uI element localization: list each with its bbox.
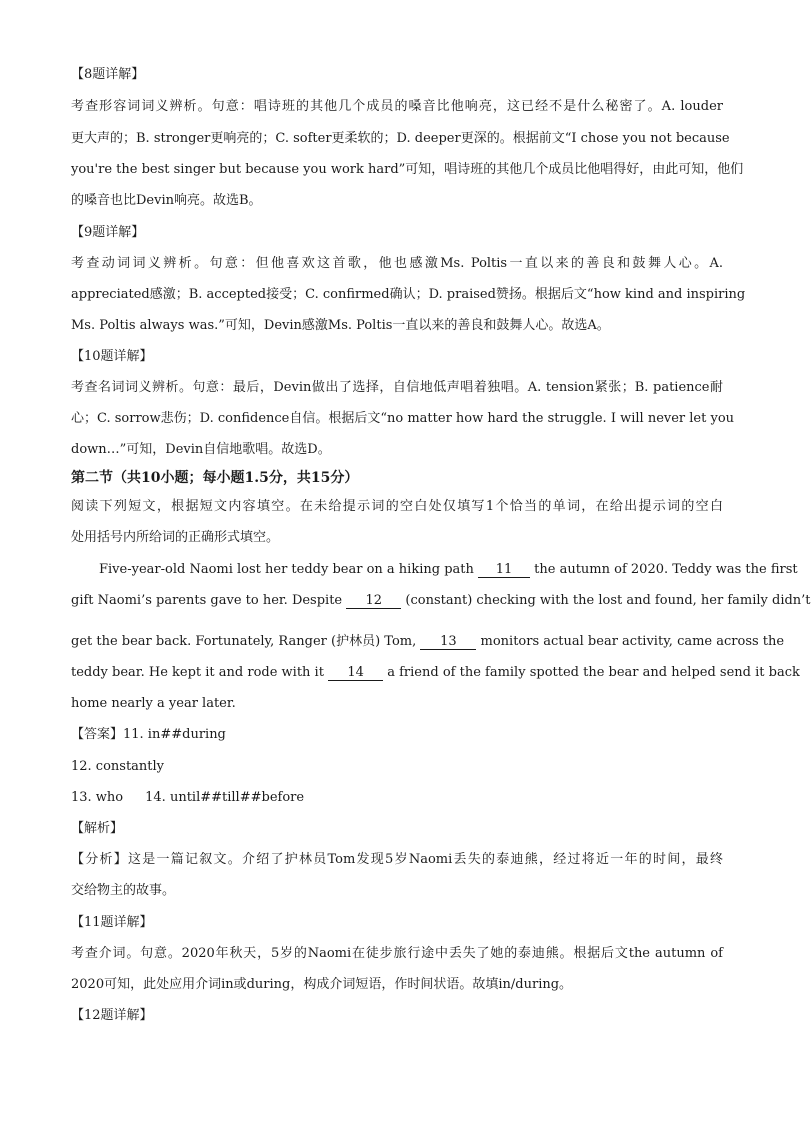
passage-line-1 (99, 561, 798, 579)
passage-line-5: home nearly a year later. (71, 696, 236, 711)
passage-text: a friend of the family spotted the bear and helped send it back (387, 665, 800, 680)
passage-line-2 (71, 592, 811, 610)
section-8-line-1: 考查形容词词义辨析。句意：唱诗班的其他几个成员的嗓音比他响亮，这已经不是什么秘密了。A. louder (71, 99, 723, 114)
section-8-line-3: you're the best singer but because you work hard”可知，唱诗班的其他几个成员比他唱得好，由此可知，他们 (71, 162, 744, 177)
section-9-line-1: 考查动词词义辨析。句意：但他喜欢这首歌，他也感激Ms. Poltis一直以来的善良和鼓舞人心。A. (71, 256, 723, 271)
section-10-heading: 【10题详解】 (71, 349, 153, 364)
answer-13: 13. who (71, 790, 124, 805)
blank-12[interactable]: 12 (346, 593, 401, 609)
section-8-line-2: 更大声的；B. stronger更响亮的；C. softer更柔软的；D. deeper更深的。根据前文“I chose you not because (71, 131, 730, 146)
passage-text: the autumn of 2020. Teddy was the first (534, 562, 798, 577)
passage-text: monitors actual bear activity, came across the (480, 634, 785, 649)
section-9-heading: 【9题详解】 (71, 225, 145, 240)
answer-14: 14. until##till##before (145, 790, 305, 805)
passage-text: Five-year-old Naomi lost her teddy bear on a hiking path (99, 562, 474, 577)
passage-text: , her family didn’t (692, 593, 811, 608)
section-10-line-3: down…”可知，Devin自信地歌唱。故选D。 (71, 442, 331, 457)
passage-line-3 (71, 633, 785, 651)
section-8-heading: 【8题详解】 (71, 67, 145, 82)
section-12-heading: 【12题详解】 (71, 1008, 153, 1023)
section-11-line-2: 2020可知，此处应用介词in或during，构成介词短语，作时间状语。故填in/during。 (71, 977, 573, 992)
blank-13[interactable]: 13 (420, 634, 476, 650)
section-11-line-1: 考查介词。句意。2020年秋天，5岁的Naomi在徒步旅行途中丢失了她的泰迪熊。根据后文the autumn of (71, 946, 723, 961)
section-11-heading: 【11题详解】 (71, 915, 153, 930)
section-10-line-2: 心；C. sorrow悲伤；D. confidence自信。根据后文“no matter how hard the struggle. I will never let you (71, 411, 735, 426)
analysis-line-2: 交给物主的故事。 (71, 883, 176, 898)
passage-text: (constant) checking with the lost and found (405, 593, 693, 608)
passage-line-4 (71, 664, 800, 682)
section-10-line-1: 考查名词词义辨析。句意：最后，Devin做出了选择，自信地低声唱着独唱。A. tension紧张；B. patience耐 (71, 380, 723, 395)
answer-12: 12. constantly (71, 759, 165, 774)
passage-text: teddy bear. He kept it and rode with it (71, 665, 324, 680)
section-8-line-4: 的嗓音也比Devin响亮。故选B。 (71, 193, 262, 208)
instructions-line-1: 阅读下列短文，根据短文内容填空。在未给提示词的空白处仅填写1个恰当的单词，在给出提示词的空白 (71, 499, 723, 514)
blank-14[interactable]: 14 (328, 665, 383, 681)
analysis-line-1: 【分析】这是一篇记叙文。介绍了护林员Tom发现5岁Naomi丢失的泰迪熊，经过将近一年的时间，最终 (71, 852, 723, 867)
analysis-heading: 【解析】 (71, 821, 124, 836)
answers-13-14 (71, 789, 723, 807)
section-9-line-3: Ms. Poltis always was.”可知，Devin感激Ms. Poltis一直以来的善良和鼓舞人心。故选A。 (71, 318, 610, 333)
section-9-line-2: appreciated感激；B. accepted接受；C. confirmed确认；D. praised赞扬。根据后文“how kind and inspiring (71, 287, 746, 302)
instructions-line-2: 处用括号内所给词的正确形式填空。 (71, 530, 280, 545)
answers-heading: 【答案】11. in##during (71, 727, 226, 742)
passage-text: get the bear back. Fortunately, Ranger (护林员) Tom, (71, 634, 417, 649)
blank-11[interactable]: 11 (478, 562, 530, 578)
section-2-title: 第二节（共10小题；每小题1.5分，共15分） (71, 470, 359, 486)
passage-text: gift Naomi’s parents gave to her. Despite (71, 593, 343, 608)
